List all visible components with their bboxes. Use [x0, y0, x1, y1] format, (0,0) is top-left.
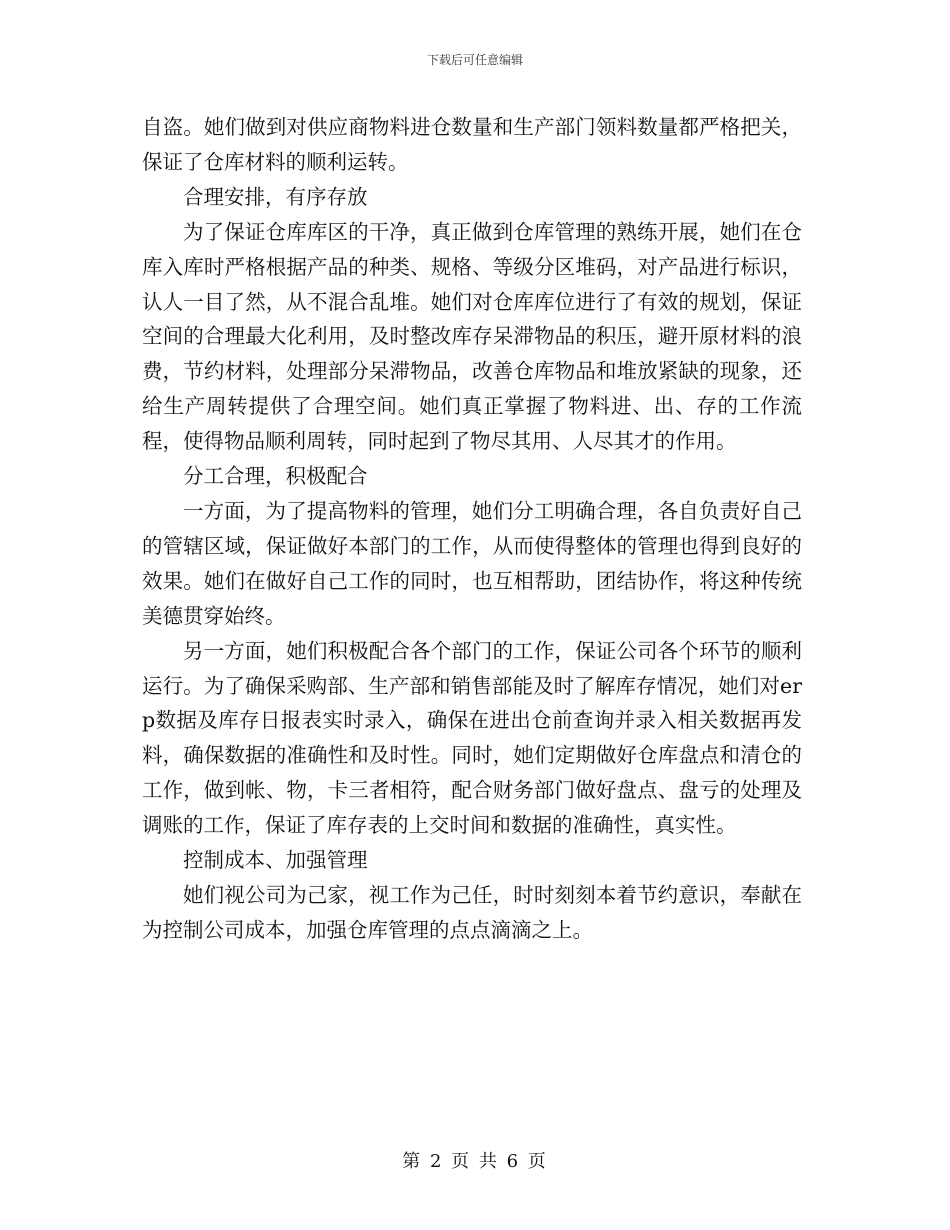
- paragraph-storage: 为了保证仓库库区的干净，真正做到仓库管理的熟练开展，她们在仓库入库时严格根据产品的种类、规格、等级分区堆码，对产品进行标识，认人一目了然，从不混合乱堆。她们对仓库库位进行了有效的规划，保证空间的合理最大化利用，及时整改库存呆滞物品的积压，避开原材料的浪费，节约材料，处理部分呆滞物品，改善仓库物品和堆放紧缺的现象，还给生产周转提供了合理空间。她们真正掌握了物料进、出、存的工作流程，使得物品顺利周转，同时起到了物尽其用、人尽其才的作用。: [142, 219, 802, 454]
- section-heading-cooperation: 分工合理，积极配合: [183, 464, 368, 489]
- page-header: 下载后可任意编辑: [426, 53, 523, 67]
- section-heading-cost-control: 控制成本、加强管理: [183, 848, 368, 873]
- paragraph-continuation: 自盗。她们做到对供应商物料进仓数量和生产部门领料数量都严格把关，保证了仓库材料的顺利运转。: [142, 115, 802, 174]
- paragraph-cost-control: 她们视公司为己家，视工作为己任，时时刻刻本着节约意识，奉献在为控制公司成本，加强仓库管理的点点滴滴之上。: [142, 882, 802, 942]
- document-body: [142, 110, 802, 948]
- section-heading-storage: 合理安排，有序存放: [183, 184, 368, 209]
- paragraph-cooperation-2: 另一方面，她们积极配合各个部门的工作，保证公司各个环节的顺利运行。为了确保采购部、生产部和销售部能及时了解库存情况，她们对erp数据及库存日报表实时录入，确保在进出仓前查询并录入相关数据再发料，确保数据的准确性和及时性。同时，她们定期做好仓库盘点和清仓的工作，做到帐、物，卡三者相符，配合财务部门做好盘点、盘亏的处理及调账的工作，保证了库存表的上交时间和数据的准确性，真实性。: [142, 638, 802, 838]
- page-number: 第 2 页 共 6 页: [402, 1151, 548, 1172]
- paragraph-cooperation-1: 一方面，为了提高物料的管理，她们分工明确合理，各自负责好自己的管辖区域，保证做好本部门的工作，从而使得整体的管理也得到良好的效果。她们在做好自己工作的同时，也互相帮助，团结协作，将这种传统美德贯穿始终。: [142, 498, 802, 628]
